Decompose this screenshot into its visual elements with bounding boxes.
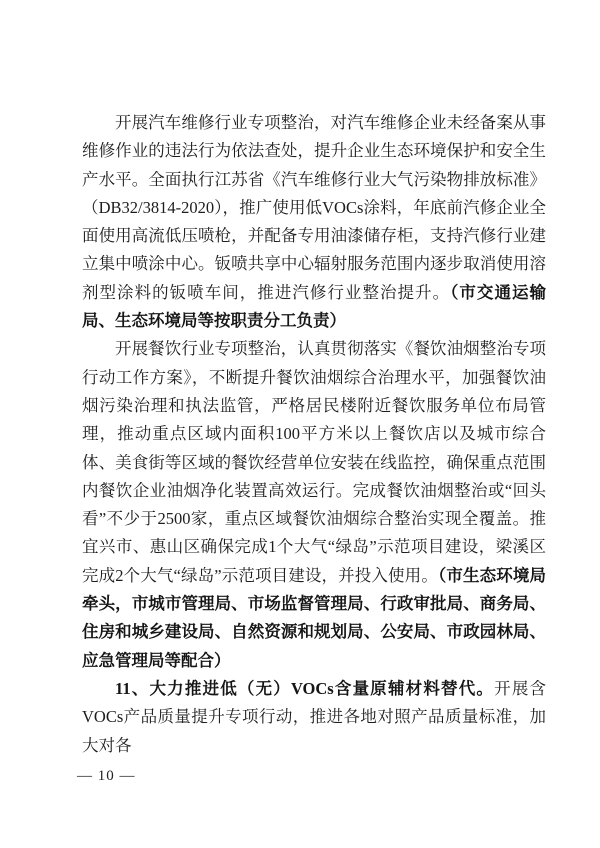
page-footer <box>77 767 136 785</box>
paragraph-text: 开展含VOCs产品质量提升专项行动，推进各地对照产品质量标准，加大对各 <box>82 678 547 755</box>
responsible-departments-note: （市交通运输局、生态环境局等按职责分工负责） <box>82 282 547 331</box>
document-body <box>82 109 546 760</box>
paragraph-catering-fume-remediation <box>82 335 546 675</box>
page-number: — 10 — <box>77 768 136 784</box>
responsible-departments-note: （市生态环境局牵头，市城市管理局、市场监督管理局、行政审批局、商务局、住房和城乡建设局、自然资源和规划局、公安局、市政园林局、应急管理局等配合） <box>82 565 546 670</box>
paragraph-text: 开展汽车维修行业专项整治，对汽车维修企业未经备案从事维修作业的违法行为依法查处，提升企业生态环境保护和安全生产水平。全面执行江苏省《汽车维修行业大气污染物排放标准》（DB32/3814-2020），推广使用低VOCs涂料，年底前汽修企业全面使用高流低压喷枪，并配备专用油漆储存柜，支持汽修行业建立集中喷涂中心。钣喷共享中心辐射服务范围内逐步取消使用溶剂型涂料的钣喷车间，推进汽修行业整治提升。 <box>82 113 546 302</box>
paragraph-auto-repair-remediation <box>82 109 546 335</box>
numbered-item-heading: 11、大力推进低（无）VOCs含量原辅材料替代。 <box>115 678 495 698</box>
paragraph-low-vocs-substitution <box>82 675 546 760</box>
paragraph-text: 开展餐饮行业专项整治，认真贯彻落实《餐饮油烟整治专项行动工作方案》，不断提升餐饮油烟综合治理水平，加强餐饮油烟污染治理和执法监管，严格居民楼附近餐饮服务单位布局管理，推动重点区域内面积100平方米以上餐饮店以及城市综合体、美食街等区域的餐饮经营单位安装在线监控，确保重点范围内餐饮企业油烟净化装置高效运行。完成餐饮油烟整治或“回头看”不少于2500家，重点区域餐饮油烟综合整治实现全覆盖。推宜兴市、惠山区确保完成1个大气“绿岛”示范项目建设，梁溪区完成2个大气“绿岛”示范项目建设，并投入使用。 <box>82 339 546 585</box>
